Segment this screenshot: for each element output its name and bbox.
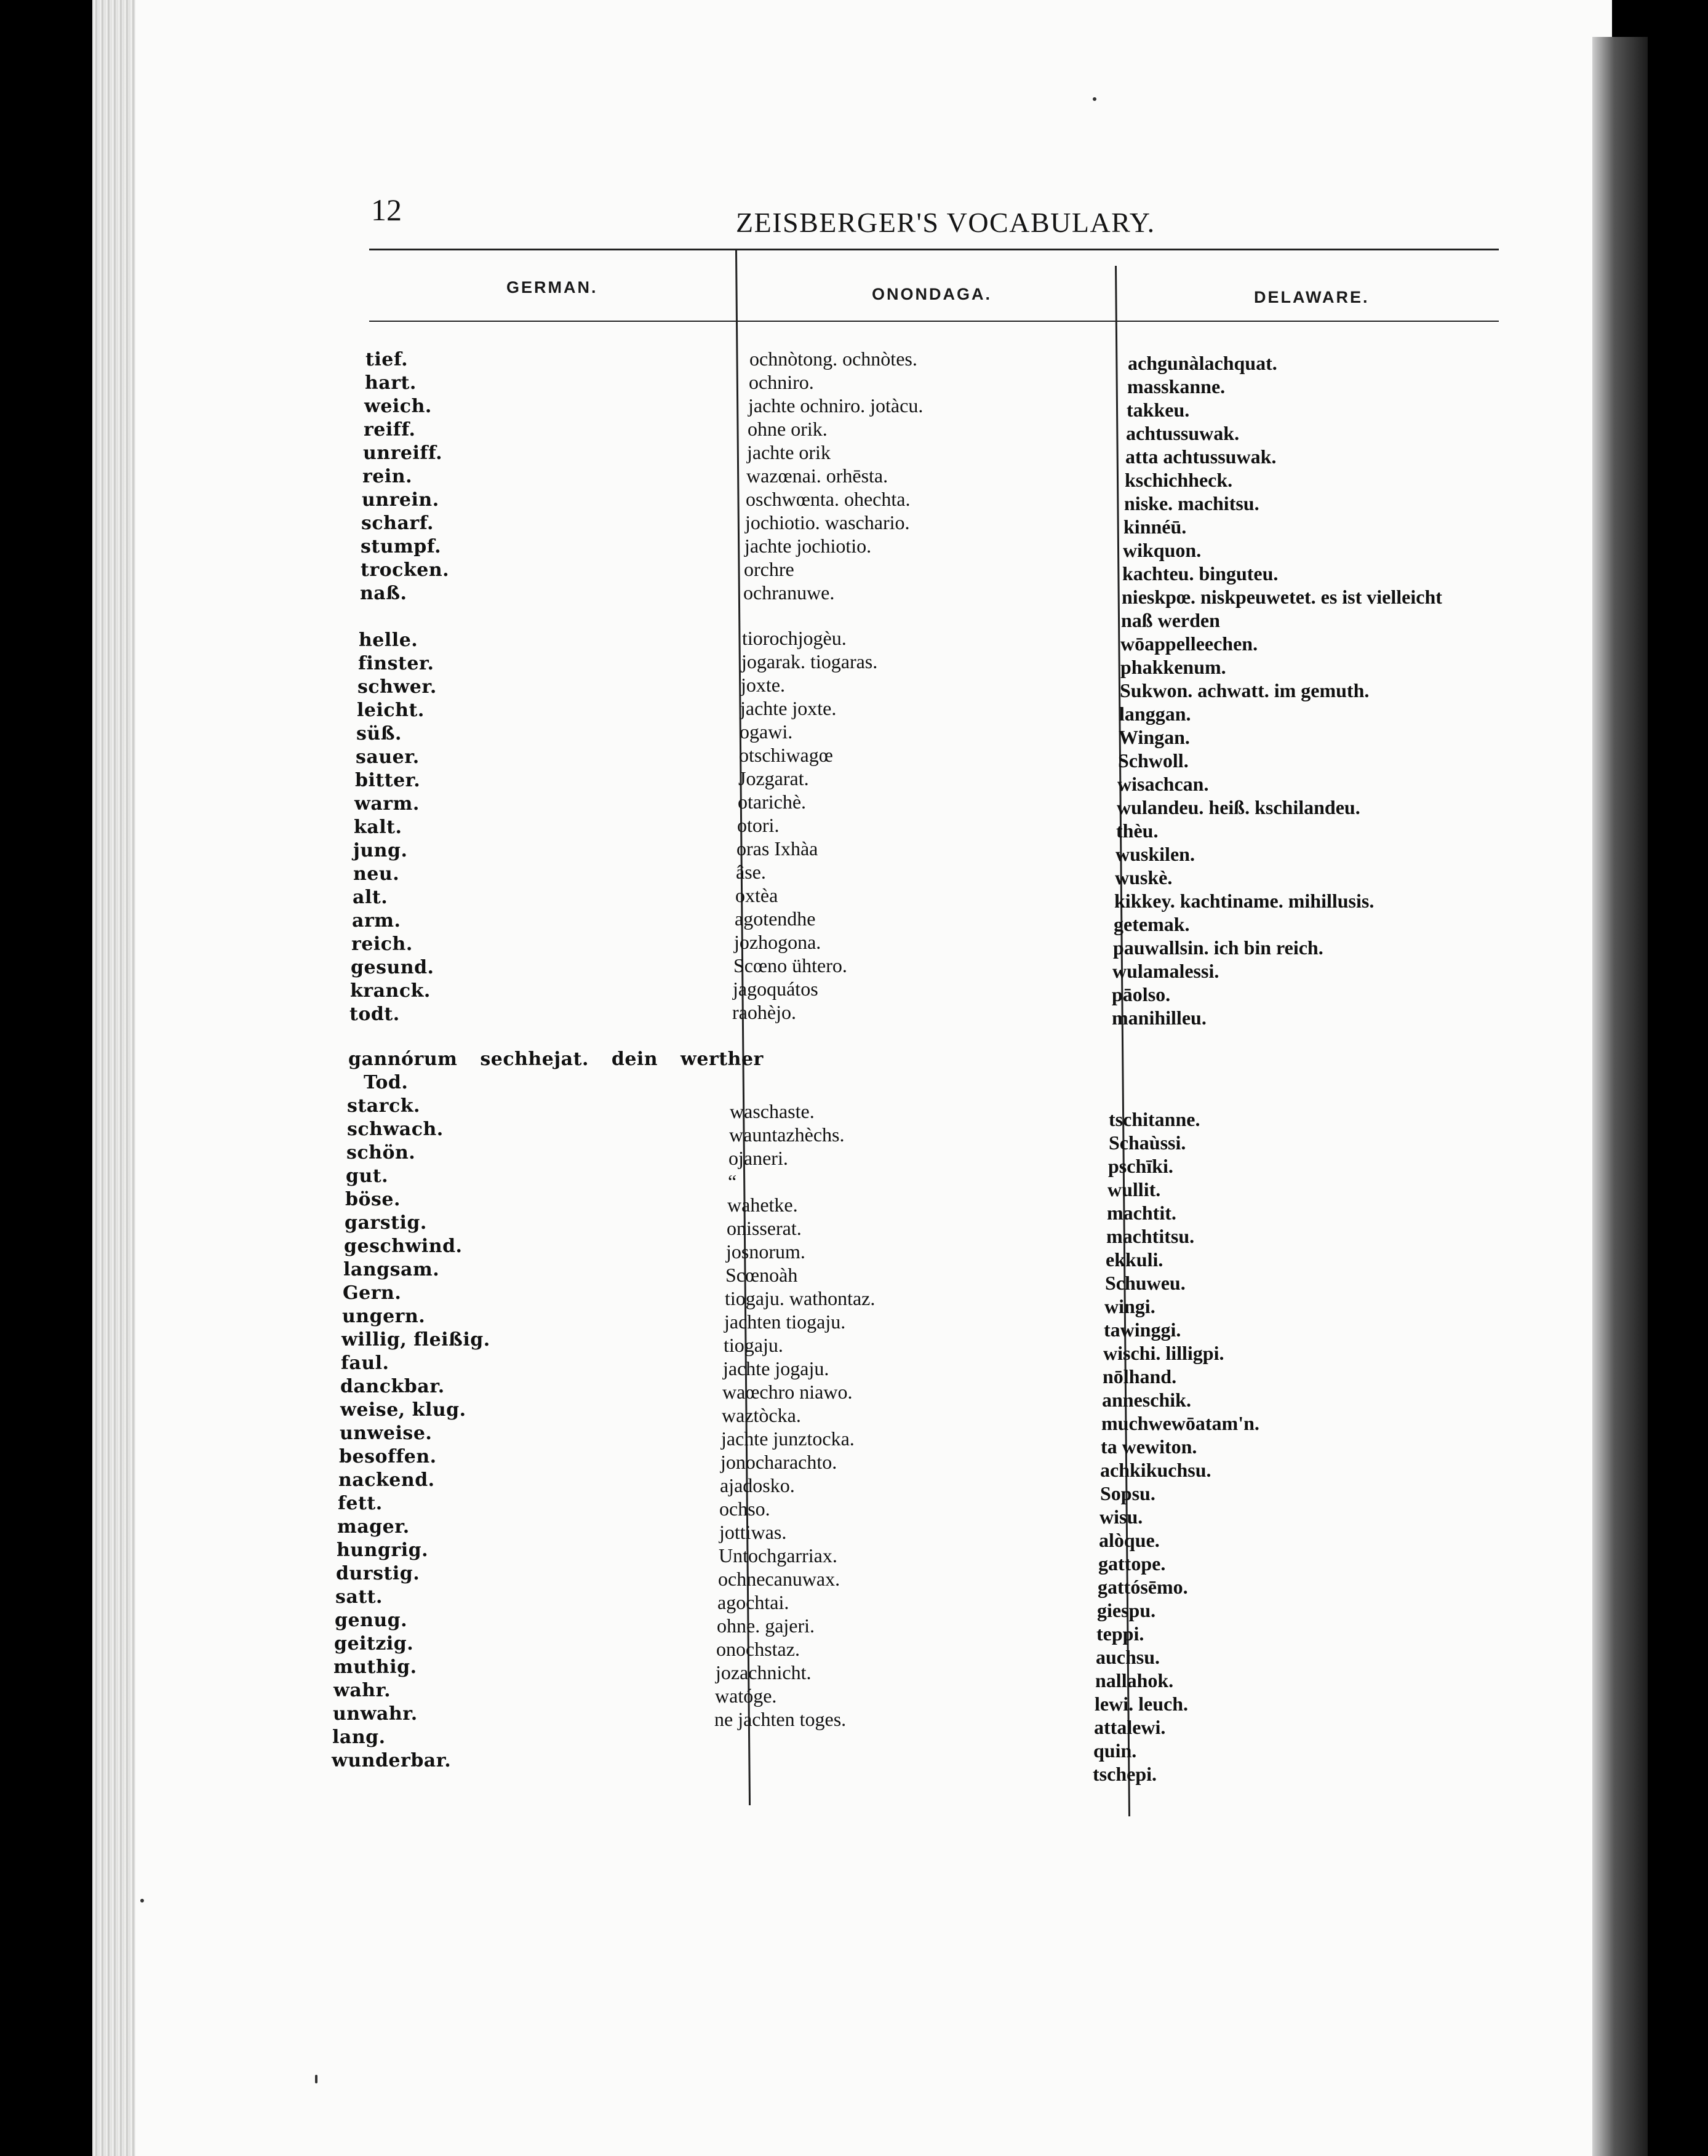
- delaware-entry: machtitsu.: [1106, 1225, 1195, 1247]
- delaware-entry: wisachcan.: [1117, 773, 1209, 795]
- onondaga-entry: wazœnai. orhēsta.: [746, 465, 888, 487]
- german-entry: alt.: [353, 887, 388, 908]
- delaware-entry: tschitanne.: [1109, 1108, 1200, 1130]
- delaware-entry: lewi. leuch.: [1095, 1693, 1188, 1715]
- delaware-entry: wuskilen.: [1115, 843, 1195, 865]
- german-entry: bitter.: [355, 770, 421, 791]
- delaware-entry: niske. machitsu.: [1124, 492, 1259, 514]
- delaware-entry: kachteu. binguteu.: [1122, 562, 1279, 585]
- onondaga-entry: ochnecanuwax.: [718, 1568, 840, 1590]
- column-header-delaware: DELAWARE.: [1254, 288, 1370, 306]
- delaware-entry: wōappelleechen.: [1120, 633, 1258, 655]
- onondaga-entry: waztòcka.: [722, 1404, 801, 1426]
- german-entry: Gern.: [343, 1282, 402, 1304]
- onondaga-entry: josnorum.: [726, 1240, 805, 1263]
- onondaga-entry: jozachnicht.: [716, 1661, 812, 1683]
- onondaga-entry: Scœnoàh: [725, 1264, 798, 1286]
- delaware-entry: Sukwon. achwatt. im gemuth.: [1120, 679, 1370, 701]
- german-entry: langsam.: [343, 1259, 440, 1280]
- german-entry: wunderbar.: [332, 1750, 452, 1771]
- onondaga-entry: jachte ochniro. jotàcu.: [748, 394, 924, 417]
- delaware-entry: atta achtussuwak.: [1125, 445, 1277, 468]
- onondaga-entry: oras Ixhàa: [736, 837, 818, 860]
- german-entry: sauer.: [356, 746, 420, 768]
- onondaga-entry: onisserat.: [727, 1217, 802, 1239]
- onondaga-entry: oschwœnta. ohechta.: [746, 488, 911, 510]
- german-entry: satt.: [335, 1586, 383, 1608]
- german-entry: kalt.: [354, 816, 402, 838]
- page-edges: [92, 0, 135, 2156]
- scan-speck: [315, 2075, 317, 2083]
- header-rule: [369, 321, 1499, 322]
- delaware-entry: Sopsu.: [1100, 1482, 1155, 1504]
- running-head: ZEISBERGER'S VOCABULARY.: [736, 207, 1155, 238]
- german-entry: gannórum sechhejat. dein werther: [348, 1048, 764, 1070]
- delaware-entry: manihilleu.: [1112, 1007, 1207, 1029]
- german-entry: jung.: [353, 840, 408, 861]
- onondaga-entry: Untochgarriax.: [719, 1544, 837, 1567]
- german-entry: starck.: [347, 1095, 420, 1117]
- german-entry: wahr.: [333, 1680, 391, 1701]
- delaware-entry: nieskpœ. niskpeuwetet. es ist vielleicht: [1122, 586, 1442, 608]
- onondaga-entry: jozhogona.: [734, 931, 821, 953]
- onondaga-entry: jachte joxte.: [740, 697, 837, 719]
- onondaga-entry: ohne orik.: [748, 418, 828, 440]
- delaware-entry: anneschik.: [1102, 1389, 1191, 1411]
- german-entry: lang.: [332, 1727, 386, 1748]
- onondaga-entry: ojaneri.: [728, 1147, 788, 1169]
- delaware-entry: quin.: [1093, 1739, 1137, 1762]
- delaware-entry: achgunàlachquat.: [1128, 352, 1277, 374]
- page-number: 12: [371, 193, 402, 227]
- delaware-entry: gattósēmo.: [1098, 1576, 1188, 1598]
- german-entry: Tod.: [364, 1072, 409, 1093]
- german-entry: schwach.: [347, 1119, 444, 1140]
- german-entry: rein.: [362, 466, 413, 487]
- delaware-entry: pauwallsin. ich bin reich.: [1113, 936, 1323, 959]
- onondaga-entry: ochniro.: [749, 371, 814, 393]
- onondaga-entry: jachte jochiotio.: [744, 535, 872, 557]
- delaware-entry: muchwewōatam'n.: [1101, 1412, 1259, 1434]
- delaware-entry: pschīki.: [1108, 1155, 1173, 1177]
- german-entry: geschwind.: [344, 1236, 463, 1257]
- delaware-entry: tawinggi.: [1104, 1319, 1181, 1341]
- german-entry: fett.: [338, 1493, 383, 1514]
- delaware-entry: masskanne.: [1127, 375, 1226, 397]
- onondaga-entry: otori.: [737, 814, 780, 836]
- column-header-onondaga: ONONDAGA.: [872, 285, 992, 303]
- german-entry: arm.: [352, 910, 401, 932]
- german-entry: reiff.: [364, 419, 416, 441]
- delaware-entry: Schaùssi.: [1109, 1132, 1186, 1154]
- onondaga-entry: wahetke.: [727, 1194, 798, 1216]
- delaware-entry: achkikuchsu.: [1100, 1459, 1211, 1481]
- german-entry: böse.: [345, 1189, 401, 1210]
- delaware-entry: nallahok.: [1095, 1669, 1174, 1691]
- delaware-entry: giespu.: [1097, 1599, 1156, 1621]
- delaware-entry: teppi.: [1096, 1623, 1144, 1645]
- delaware-entry: kschichheck.: [1125, 469, 1233, 491]
- onondaga-entry: waschaste.: [730, 1100, 815, 1122]
- onondaga-entry: onochstaz.: [716, 1638, 800, 1660]
- onondaga-entry: tiogaju.: [724, 1334, 783, 1356]
- german-entry: garstig.: [345, 1212, 427, 1234]
- onondaga-entry: ochranuwe.: [743, 581, 835, 604]
- german-entry: süß.: [356, 723, 402, 745]
- german-entry: gut.: [346, 1165, 389, 1187]
- german-entry: danckbar.: [340, 1376, 445, 1397]
- delaware-entry: Schuweu.: [1105, 1272, 1186, 1294]
- scan-speck: [1093, 97, 1096, 101]
- onondaga-entry: jagoquátos: [733, 978, 818, 1000]
- onondaga-entry: raohèjo.: [732, 1001, 796, 1023]
- onondaga-entry: ochso.: [719, 1498, 770, 1520]
- german-entry: durstig.: [336, 1563, 420, 1584]
- german-entry: unrein.: [362, 489, 439, 511]
- onondaga-entry: orchre: [744, 558, 794, 580]
- german-entry: ungern.: [342, 1306, 426, 1327]
- delaware-entry: gattope.: [1098, 1552, 1166, 1575]
- german-entry: hart.: [365, 372, 417, 394]
- onondaga-entry: ne jachten toges.: [714, 1708, 847, 1730]
- german-entry: tief.: [365, 349, 409, 370]
- onondaga-entry: “: [728, 1170, 737, 1192]
- onondaga-entry: wauntazhèchs.: [729, 1124, 845, 1146]
- delaware-entry: getemak.: [1114, 913, 1190, 935]
- onondaga-entry: waœchro niawo.: [722, 1381, 853, 1403]
- german-entry: helle.: [359, 629, 418, 651]
- german-entry: besoffen.: [339, 1446, 437, 1467]
- german-entry: muthig.: [333, 1656, 417, 1678]
- german-entry: scharf.: [361, 513, 434, 534]
- german-entry: stumpf.: [361, 536, 442, 557]
- onondaga-entry: joxte.: [741, 674, 785, 696]
- onondaga-entry: jochiotio. waschario.: [745, 511, 910, 533]
- onondaga-entry: watóge.: [715, 1685, 777, 1707]
- onondaga-entry: âse.: [736, 861, 766, 883]
- delaware-entry: machtit.: [1107, 1202, 1176, 1224]
- delaware-entry: ekkuli.: [1106, 1248, 1163, 1271]
- delaware-entry: wischi. lilligpi.: [1103, 1342, 1224, 1364]
- onondaga-entry: otarichè.: [738, 791, 807, 813]
- delaware-entry: kinnéū.: [1123, 516, 1187, 538]
- onondaga-entry: ajadosko.: [720, 1474, 795, 1496]
- binding-shadow: [1592, 37, 1648, 2156]
- onondaga-entry: jachte orik: [747, 441, 831, 463]
- german-entry: naß.: [360, 583, 407, 604]
- delaware-entry: alòque.: [1099, 1529, 1160, 1551]
- german-entry: warm.: [354, 793, 420, 815]
- onondaga-entry: jachte jogaju.: [723, 1357, 829, 1379]
- delaware-entry: kikkey. kachtiname. mihillusis.: [1114, 890, 1375, 912]
- delaware-entry: achtussuwak.: [1126, 422, 1240, 444]
- delaware-entry: nōlhand.: [1103, 1365, 1177, 1387]
- german-entry: weich.: [364, 396, 432, 417]
- onondaga-entry: oxtèa: [735, 884, 778, 906]
- delaware-entry: phakkenum.: [1120, 656, 1226, 678]
- delaware-entry: naß werden: [1121, 609, 1220, 631]
- german-entry: weise, klug.: [340, 1399, 466, 1421]
- german-entry: unreiff.: [363, 442, 443, 464]
- onondaga-entry: tiorochjogèu.: [742, 627, 847, 649]
- delaware-entry: pāolso.: [1112, 983, 1171, 1005]
- top-rule: [369, 249, 1499, 250]
- german-entry: gesund.: [351, 957, 434, 978]
- onondaga-entry: jonocharachto.: [720, 1451, 837, 1473]
- delaware-entry: ta wewiton.: [1101, 1435, 1197, 1458]
- delaware-entry: thèu.: [1116, 820, 1159, 842]
- german-entry: reich.: [351, 933, 413, 955]
- onondaga-entry: agochtai.: [717, 1591, 789, 1613]
- delaware-entry: wulandeu. heiß. kschilandeu.: [1117, 796, 1360, 818]
- column-header-german: GERMAN.: [506, 278, 598, 297]
- delaware-entry: attalewi.: [1094, 1716, 1166, 1738]
- onondaga-entry: jachten tiogaju.: [724, 1311, 846, 1333]
- german-entry: mager.: [337, 1516, 410, 1538]
- german-entry: kranck.: [350, 980, 431, 1002]
- delaware-entry: takkeu.: [1127, 399, 1190, 421]
- onondaga-entry: ogawi.: [740, 721, 793, 743]
- onondaga-entry: otschiwagœ: [739, 744, 833, 766]
- german-entry: unweise.: [340, 1423, 433, 1444]
- german-entry: genug.: [335, 1610, 408, 1631]
- german-entry: trocken.: [361, 559, 450, 581]
- delaware-entry: wingi.: [1104, 1295, 1155, 1317]
- delaware-entry: langgan.: [1119, 703, 1191, 725]
- german-entry: geitzig.: [334, 1633, 414, 1655]
- delaware-entry: wikquon.: [1123, 539, 1202, 561]
- german-entry: unwahr.: [333, 1703, 418, 1725]
- german-entry: nackend.: [338, 1469, 435, 1491]
- german-entry: neu.: [353, 863, 400, 885]
- onondaga-entry: ohne. gajeri.: [717, 1615, 815, 1637]
- delaware-entry: wulamalessi.: [1112, 960, 1219, 982]
- delaware-entry: Schwoll.: [1118, 749, 1189, 772]
- delaware-entry: Wingan.: [1119, 726, 1190, 748]
- onondaga-entry: jottiwas.: [719, 1521, 787, 1543]
- german-entry: hungrig.: [337, 1539, 429, 1561]
- delaware-entry: wullit.: [1107, 1178, 1161, 1200]
- delaware-entry: wuskè.: [1115, 866, 1173, 888]
- onondaga-entry: agotendhe: [735, 908, 816, 930]
- onondaga-entry: Jozgarat.: [738, 767, 809, 789]
- onondaga-entry: jogarak. tiogaras.: [741, 650, 878, 673]
- onondaga-entry: ochnòtong. ochnòtes.: [749, 348, 917, 370]
- delaware-entry: tschepi.: [1093, 1763, 1157, 1785]
- german-entry: leicht.: [357, 700, 425, 721]
- onondaga-entry: Scœno ühtero.: [733, 954, 847, 976]
- delaware-entry: wisu.: [1099, 1506, 1143, 1528]
- scan-speck: [140, 1899, 144, 1902]
- german-entry: willig, fleißig.: [341, 1329, 490, 1351]
- onondaga-entry: jachte junztocka.: [721, 1427, 855, 1450]
- german-entry: faul.: [341, 1352, 389, 1374]
- german-entry: schwer.: [357, 676, 437, 698]
- page-sheet: [92, 0, 1612, 2156]
- delaware-entry: auchsu.: [1096, 1646, 1160, 1668]
- german-entry: todt.: [349, 1004, 400, 1025]
- german-entry: schön.: [346, 1142, 416, 1164]
- german-entry: finster.: [358, 653, 434, 674]
- onondaga-entry: tiogaju. wathontaz.: [725, 1287, 876, 1309]
